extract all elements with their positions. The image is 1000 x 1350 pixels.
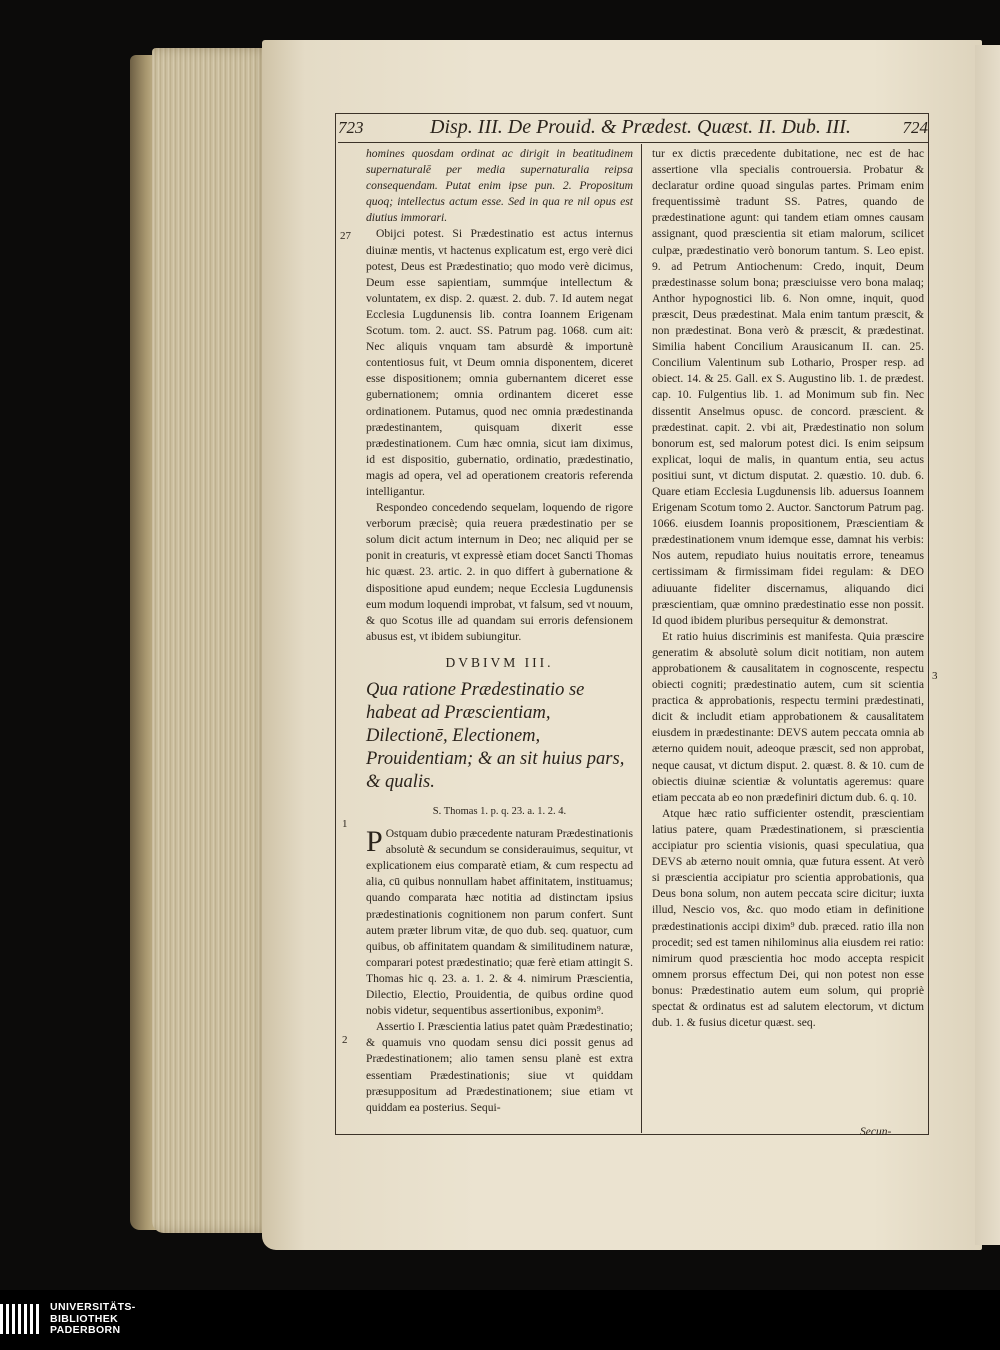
catchword: Secun-	[860, 1126, 892, 1138]
paragraph: Respondeo concedendo sequelam, loquendo de rigore verborum præcisè; quia reuera prædestinatio per se solum dicit actum internum in Deo; nec aliquid per se ponit in creaturis, vt expressè etiam docet Sancti Thomas hic quæst. 23. artic. 2. in quo differt à gubernatione & dispositione apud eundem; neque Ecclesia Lugdunensis eum modum loquendi improbat, vt falsum, sed vt nouum, & quo Scotus ille ad quandam sui erroris defensionem abusus est, vt ibidem subiungitur.	[366, 501, 633, 643]
paragraph: tur ex dictis præcedente dubitatione, nec est de hac assertione vlla specialis controuersia. Probatur & declaratur ordine quoad singulas partes. Primam enim frequentissimè tradunt SS. Patres, quando de prædestinatione agunt: qui tandem etiam omnes causam assignant, quod præscientia sit etiam malorum, scilicet culpæ, prædestinatio verò bonorum tantum. S. Leo epist. 9. ad Petrum Antiochenum: Credo, inquit, Deum prædestinasse solum bona; præsciuisse vero bona malaq; Anthor hypognostici lib. 6. Non omne, inquit, quod præscit, Deus prædestinat. Mala enim tantum præscit, & non prædestinat. Bona verò & præscit, & prædestinat. Similia habent Concilium Arausicanum II. can. 25. Concilium Valentinum sub Lothario, Prosper resp. ad obiect. 14. & 25. Gall. ex S. Augustino lib. 1. de prædest. cap. 10. Fulgentius lib. 1. ad Monimum sub fin. Nec dissentit Anselmus opusc. de concord. præscient. & prædestinat. capit. 2. vbi ait, Prædestinatio non solum bonorum est, sed malorum potest dici. Is enim seipsum explicat, loqui de malis, in quantum entia, seu actus positiui sunt, vt dictum disputat. 2. quæstio. 10. dub. 6. Quare etiam Ecclesia Lugdunensis lib. aduersus Ioannem Erigenam Scotum tomo 2. Auctor. Sanctorum Patrum pag. 1066. eiusdem Ioannis propositionem, Præscientiam & prædestinationem vnum idemque esse, damnat his verbis: Nos autem, repudiato huius nouitatis errore, teneamus certissimam & firmissimam fidei regulam: & DEO adiuuante fideliter discernamus, aliquando dici præscientiam, quæ omnino prædestinatio esse non possit. Id quod ibidem pluribus persequitur & demonstrat.	[652, 147, 924, 627]
paragraph: Ostquam dubio præcedente naturam Prædestinationis absolutè & secundum se considerauimus, sequitur, vt explicationem eius comparatè etiam, & cum respectu ad alia, cū quibus nonnullam habet affinitatem, instituamus; quando comparata hæc notitia ad distinctam ipsius prædestinationis cognitionem non parum confert. Sunt autem præter librum vitæ, de quo dub. seq. quatuor, cum quibus, ob affinitatem quandam & similitudinem naturæ, comparari potest prædestinatio; quæ ferè etiam attingit S. Thomas hic q. 23. a. 1. 2. & 4. nimirum Præscientia, Dilectio, Electio, Prouidentia, de quibus ordine quod nobis videtur, sequentibus assertionibus, exponim⁹.	[366, 827, 633, 1018]
facing-page-edge	[975, 45, 1000, 1245]
running-header	[338, 116, 928, 143]
paragraph: homines quosdam ordinat ac dirigit in beatitudinem supernaturalē per media supernaturalia reipsa consequendam. Putat enim ipse pun. 2. Propositum quoq; intellectus actum esse. Sed in qua re nil opus est diutius immorari.	[366, 147, 633, 225]
library-logo	[0, 1298, 170, 1340]
margin-number: 27	[340, 230, 351, 242]
paragraph: Obijci potest. Si Prædestinatio est actus internus diuinæ mentis, vt hactenus explicatum est, ergo verè dici potest, Deus est Prædestinatio; quo modo verè dicimus, Deum esse sapientiam, summq́ue intellectum & voluntatem, ex disp. 2. quæst. 2. dub. 7. Id autem negat Ecclesia Lugdunensis lib. contra Ioannem Erigenam Scotum. tom. 2. auct. SS. Patrum pag. 1068. cum ait: Nec aliquis vnquam tam absurdè & importunè contentiosus fuit, vt Deum omnia disponentem, diceret esse dispositionem; omnia gubernantem diceret esse gubernationem; omnia ordinantem diceret esse ordinationem. Putamus, quod nec omnia prædestinanda prædestinantem, quisquam dixerit esse prædestinationem. Cum hæc omnia, sicut iam diximus, id est dispositio, gubernatio, ordinatio, prædestinatio, magis ad opera, vel ad operationem creatoris referenda intelligantur.	[366, 227, 633, 498]
question-title: Qua ratione Prædestinatio se habeat ad Præscientiam, Dilectionē, Electionem, Prouidentiam; & an sit huius pars, & qualis.	[366, 680, 625, 792]
margin-number: 3	[932, 670, 938, 682]
logo-line: BIBLIOTHEK	[50, 1312, 119, 1325]
left-page-number: 723	[338, 118, 364, 137]
drop-cap: P	[366, 825, 383, 859]
margin-number: 2	[342, 1034, 348, 1046]
page-edges	[152, 48, 272, 1233]
running-title: Disp. III. De Prouid. & Prædest. Quæst. II. Dub. III.	[430, 116, 851, 138]
dubium-heading: DVBIVM III.	[445, 654, 554, 670]
right-column	[652, 146, 924, 1031]
left-column	[366, 146, 633, 1116]
citation: S. Thomas 1. p. q. 23. a. 1. 2. 4.	[432, 806, 567, 817]
paragraph: Atque hæc ratio sufficienter ostendit, præscientiam latius patere, quam Prædestinationem, si præscientia accipiatur pro scientia visionis, quasi speculatiua, qua DEVS ab æterno nouit omnia, quæ futura essent. At verò si præscientia accipiatur pro scientia approbationis, qua Deus bona solum, non autem peccata scire dicitur; iuxta illud, Nescio vos, &c. quo modo etiam in definitione prædestinationis accipi dixim⁹ dub. præced. ratio illa non procedit; sed est tamen nihilominus alia eiusdem rei ratio: nimirum quod præscientia hoc modo accepta respicit omnem prorsus effectum Dei, qui non potest non esse bonus: Prædestinatio autem eum solum, qui propriè spectat & ordinatus est ad salutem electorum, vt dictum dub. 1. & fusius dicetur quæst. seq.	[652, 806, 924, 1030]
logo-line: PADERBORN	[50, 1324, 121, 1336]
paragraph: Et ratio huius discriminis est manifesta. Quia præscire generatim & absolutè solum dicit notitiam, non autem approbationem & causalitatem in cognoscente, respectu obiecti cogniti; prædestinatio autem, cum sit scientia practica & approbationis, respectu termini prædestinati, dicit & includit etiam approbationem & causalitatem eiusdem in prædestinante: DEVS autem peccata omnia ab æterno quidem nouit, adeoque præscit, sed non approbat, neque causat, vt dictum disput. 2. quæst. 8. & 10. cum de obiectis diuinæ scientiæ & voluntatis ageremus: quare etiam peccata ab eo non prædefiniri dictum dub. 6. q. 10.	[652, 629, 924, 804]
paragraph: Assertio I. Præscientia latius patet quàm Prædestinatio; & quamuis vno quodam sensu dici possit genus ad Prædestinationem; alio tamen sensu planè est extra essentiam Prædestinationis; siue vt quiddam præsuppositum ad Prædestinationem; siue etiam vt quiddam ea posterius. Sequi-	[366, 1020, 633, 1114]
logo-bars-icon	[0, 1304, 44, 1334]
column-separator	[641, 144, 642, 1133]
logo-line: UNIVERSITÄTS-	[50, 1301, 136, 1313]
right-page-number: 724	[902, 118, 928, 137]
margin-number: 1	[342, 818, 348, 830]
